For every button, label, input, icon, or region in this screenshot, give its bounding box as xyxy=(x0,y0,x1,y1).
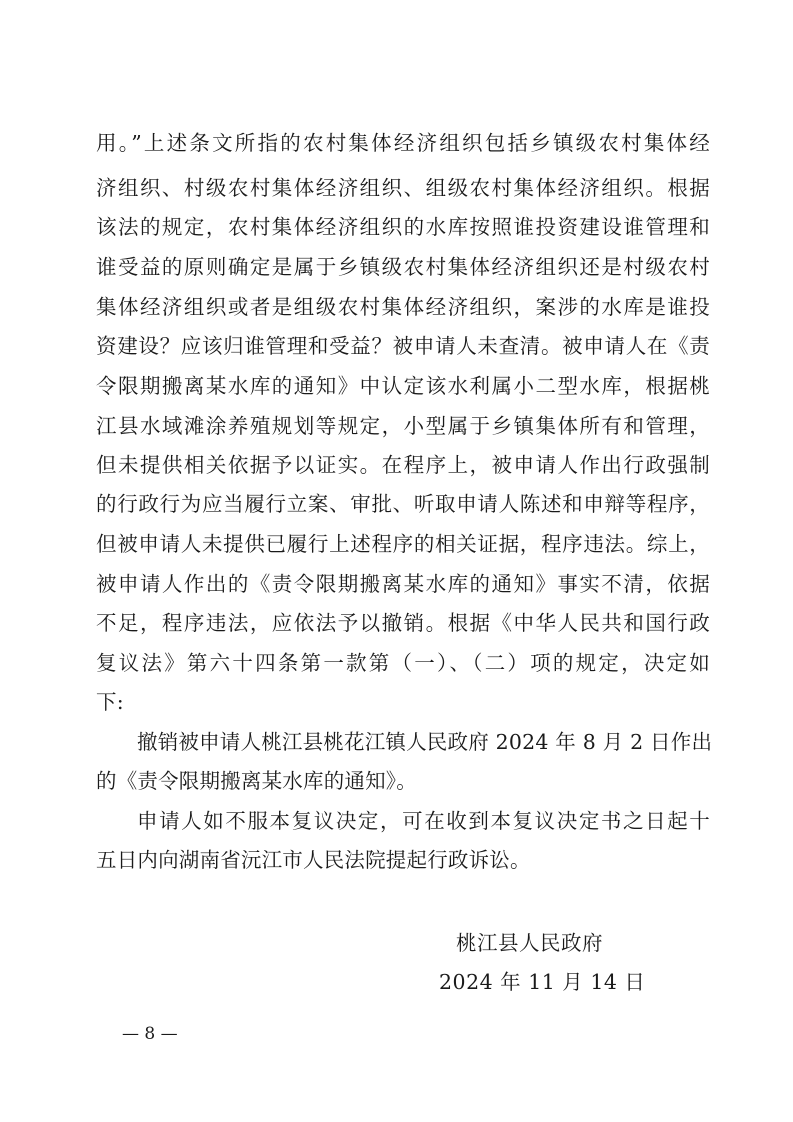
body-line: 资建设？应该归谁管理和受益？被申请人未查清。被申请人在《责 xyxy=(96,334,710,358)
body-line: 用。”上述条文所指的农村集体经济组织包括乡镇级农村集体经 xyxy=(96,131,710,155)
appeal-line: 申请人如不服本复议决定，可在收到本复议决定书之日起十 xyxy=(137,809,710,833)
body-line: 但未提供相关依据予以证实。在程序上，被申请人作出行政强制 xyxy=(96,453,710,477)
appeal-line: 五日内向湖南省沅江市人民法院提起行政诉讼。 xyxy=(96,848,531,872)
body-line: 令限期搬离某水库的通知》中认定该水利属小二型水库，根据桃 xyxy=(96,374,710,398)
body-line: 复议法》第六十四条第一款第（一）、（二）项的规定，决定如 xyxy=(96,651,710,675)
body-line: 的行政行为应当履行立案、审批、听取申请人陈述和申辩等程序， xyxy=(96,492,710,516)
body-line: 集体经济组织或者是组级农村集体经济组织，案涉的水库是谁投 xyxy=(96,295,710,319)
issue-date: 2024 年 11 月 14 日 xyxy=(439,970,646,994)
body-line: 但被申请人未提供已履行上述程序的相关证据，程序违法。综上， xyxy=(96,532,710,556)
body-line: 不足，程序违法，应依法予以撤销。根据《中华人民共和国行政 xyxy=(96,611,710,635)
body-line: 济组织、村级农村集体经济组织、组级农村集体经济组织。根据 xyxy=(96,176,710,200)
page-number: — 8 — xyxy=(122,1024,178,1044)
decision-line: 的《责令限期搬离某水库的通知》。 xyxy=(96,769,417,793)
body-line: 被申请人作出的《责令限期搬离某水库的通知》事实不清，依据 xyxy=(96,572,710,596)
issuing-authority: 桃江县人民政府 xyxy=(456,931,603,955)
body-line: 该法的规定，农村集体经济组织的水库按照谁投资建设谁管理和 xyxy=(96,215,710,239)
body-line: 江县水域滩涂养殖规划等规定，小型属于乡镇集体所有和管理， xyxy=(96,414,710,438)
decision-line: 撤销被申请人桃江县桃花江镇人民政府 2024 年 8 月 2 日作出 xyxy=(137,730,713,754)
body-line: 谁受益的原则确定是属于乡镇级农村集体经济组织还是村级农村 xyxy=(96,255,710,279)
body-line: 下: xyxy=(96,690,124,714)
